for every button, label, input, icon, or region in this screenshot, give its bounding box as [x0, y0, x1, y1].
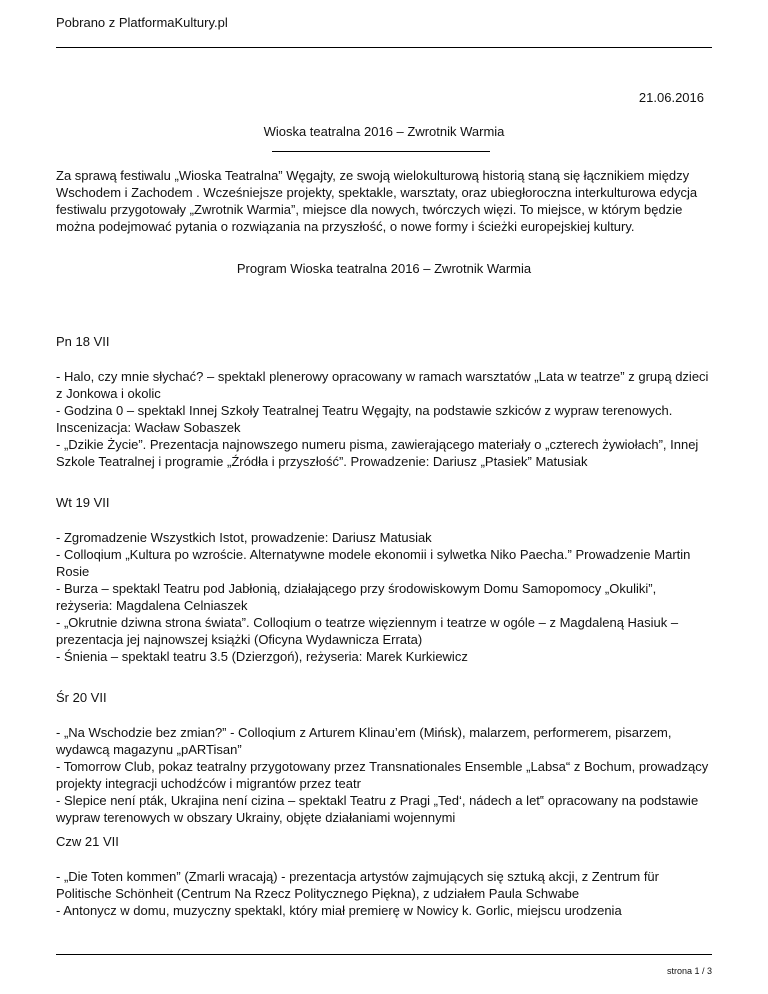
program-item: - Antonycz w domu, muzyczny spektakl, który miał premierę w Nowicy k. Gorlic, miejscu urodzenia [56, 903, 622, 918]
day-items-monday [56, 368, 716, 470]
program-item: - „Dzikie Życie”. Prezentacja najnowszego numeru pisma, zawierającego materiały o „czterech żywiołach”, Innej Szkole Teatralnej i programie „Źródła i przyszłość”. Prowadzenie: Dariusz „Ptasiek” Matusiak [56, 437, 699, 469]
day-label-wednesday: Śr 20 VII [56, 690, 107, 705]
day-label-monday: Pn 18 VII [56, 334, 110, 349]
day-label-thursday: Czw 21 VII [56, 834, 119, 849]
program-item: - Śnienia – spektakl teatru 3.5 (Dzierzgoń), reżyseria: Marek Kurkiewicz [56, 649, 468, 664]
program-item: - Godzina 0 – spektakl Innej Szkoły Teatralnej Teatru Węgajty, na podstawie szkiców z wypraw terenowych. Inscenizacja: Wacław Sobaszek [56, 403, 673, 435]
program-item: - Zgromadzenie Wszystkich Istot, prowadzenie: Dariusz Matusiak [56, 530, 432, 545]
day-items-tuesday [56, 529, 716, 665]
intro-paragraph [56, 167, 716, 235]
header-rule [56, 47, 712, 48]
program-item: - Halo, czy mnie słychać? – spektakl plenerowy opracowany w ramach warsztatów „Lata w teatrze” z grupą dzieci z Jonkowa i okolic [56, 369, 709, 401]
program-item: - „Okrutnie dziwna strona świata”. Colloqium o teatrze więziennym i teatrze w ogóle – z Magdaleną Hasiuk – prezentacja jej najnowszej książki (Oficyna Wydawnicza Errata) [56, 615, 679, 647]
footer-rule [56, 954, 712, 955]
program-item: - Slepice není pták, Ukrajina není cizina – spektakl Teatru z Pragi „Ted‘, nádech a let‟ opracowany na podstawie wypraw terenowych w obszary Ukrainy, objęte działaniami wojennymi [56, 793, 699, 825]
intro-text: Za sprawą festiwalu „Wioska Teatralna” Węgajty, ze swoją wielokulturową historią staną się łącznikiem między Wschodem i Zachodem . Wcześniejsze projekty, spektakle, warsztaty, oraz ubiegłoroczna interkulturowa edycja festiwalu przygotowały „Zwrotnik Warmia”, miejsce dla nowych, twórczych więzi. To miejsce, w którym będzie można podejmować pytania o rozwiązania na przyszłość, o nowe formy i ścieżki europejskiej kultury. [56, 168, 698, 234]
page-number: strona 1 / 3 [666, 966, 712, 976]
download-source-header: Pobrano z PlatformaKultury.pl [56, 15, 228, 30]
program-item: - Burza – spektakl Teatru pod Jabłonią, działającego przy środowiskowym Domu Samopomocy „Okuliki”, reżyseria: Magdalena Celniaszek [56, 581, 657, 613]
document-title: Wioska teatralna 2016 – Zwrotnik Warmia [263, 124, 505, 139]
document-date: 21.06.2016 [638, 90, 704, 105]
day-items-wednesday [56, 724, 716, 826]
day-items-thursday [56, 868, 716, 919]
program-item: - „Die Toten kommen” (Zmarli wracają) - prezentacja artystów zajmujących się sztuką akcji, z Zentrum für Politische Schönheit (Centrum Na Rzecz Politycznego Piękna), z udziałem Paula Schwabe [56, 869, 659, 901]
day-label-tuesday: Wt 19 VII [56, 495, 110, 510]
program-item: - Colloqium „Kultura po wzroście. Alternatywne modele ekonomii i sylwetka Niko Paecha.” Prowadzenie Martin Rosie [56, 547, 691, 579]
program-item: - Tomorrow Club, pokaz teatralny przygotowany przez Transnationales Ensemble „Labsa“ z Bochum, prowadzący projekty integracji uchodźców i migrantów przez teatr [56, 759, 709, 791]
program-item: - „Na Wschodzie bez zmian?” - Colloqium z Arturem Klinau’em (Mińsk), malarzem, performerem, pisarzem, wydawcą magazynu „pARTisan” [56, 725, 672, 757]
title-underline [272, 151, 490, 152]
program-title: Program Wioska teatralna 2016 – Zwrotnik Warmia [236, 261, 532, 276]
